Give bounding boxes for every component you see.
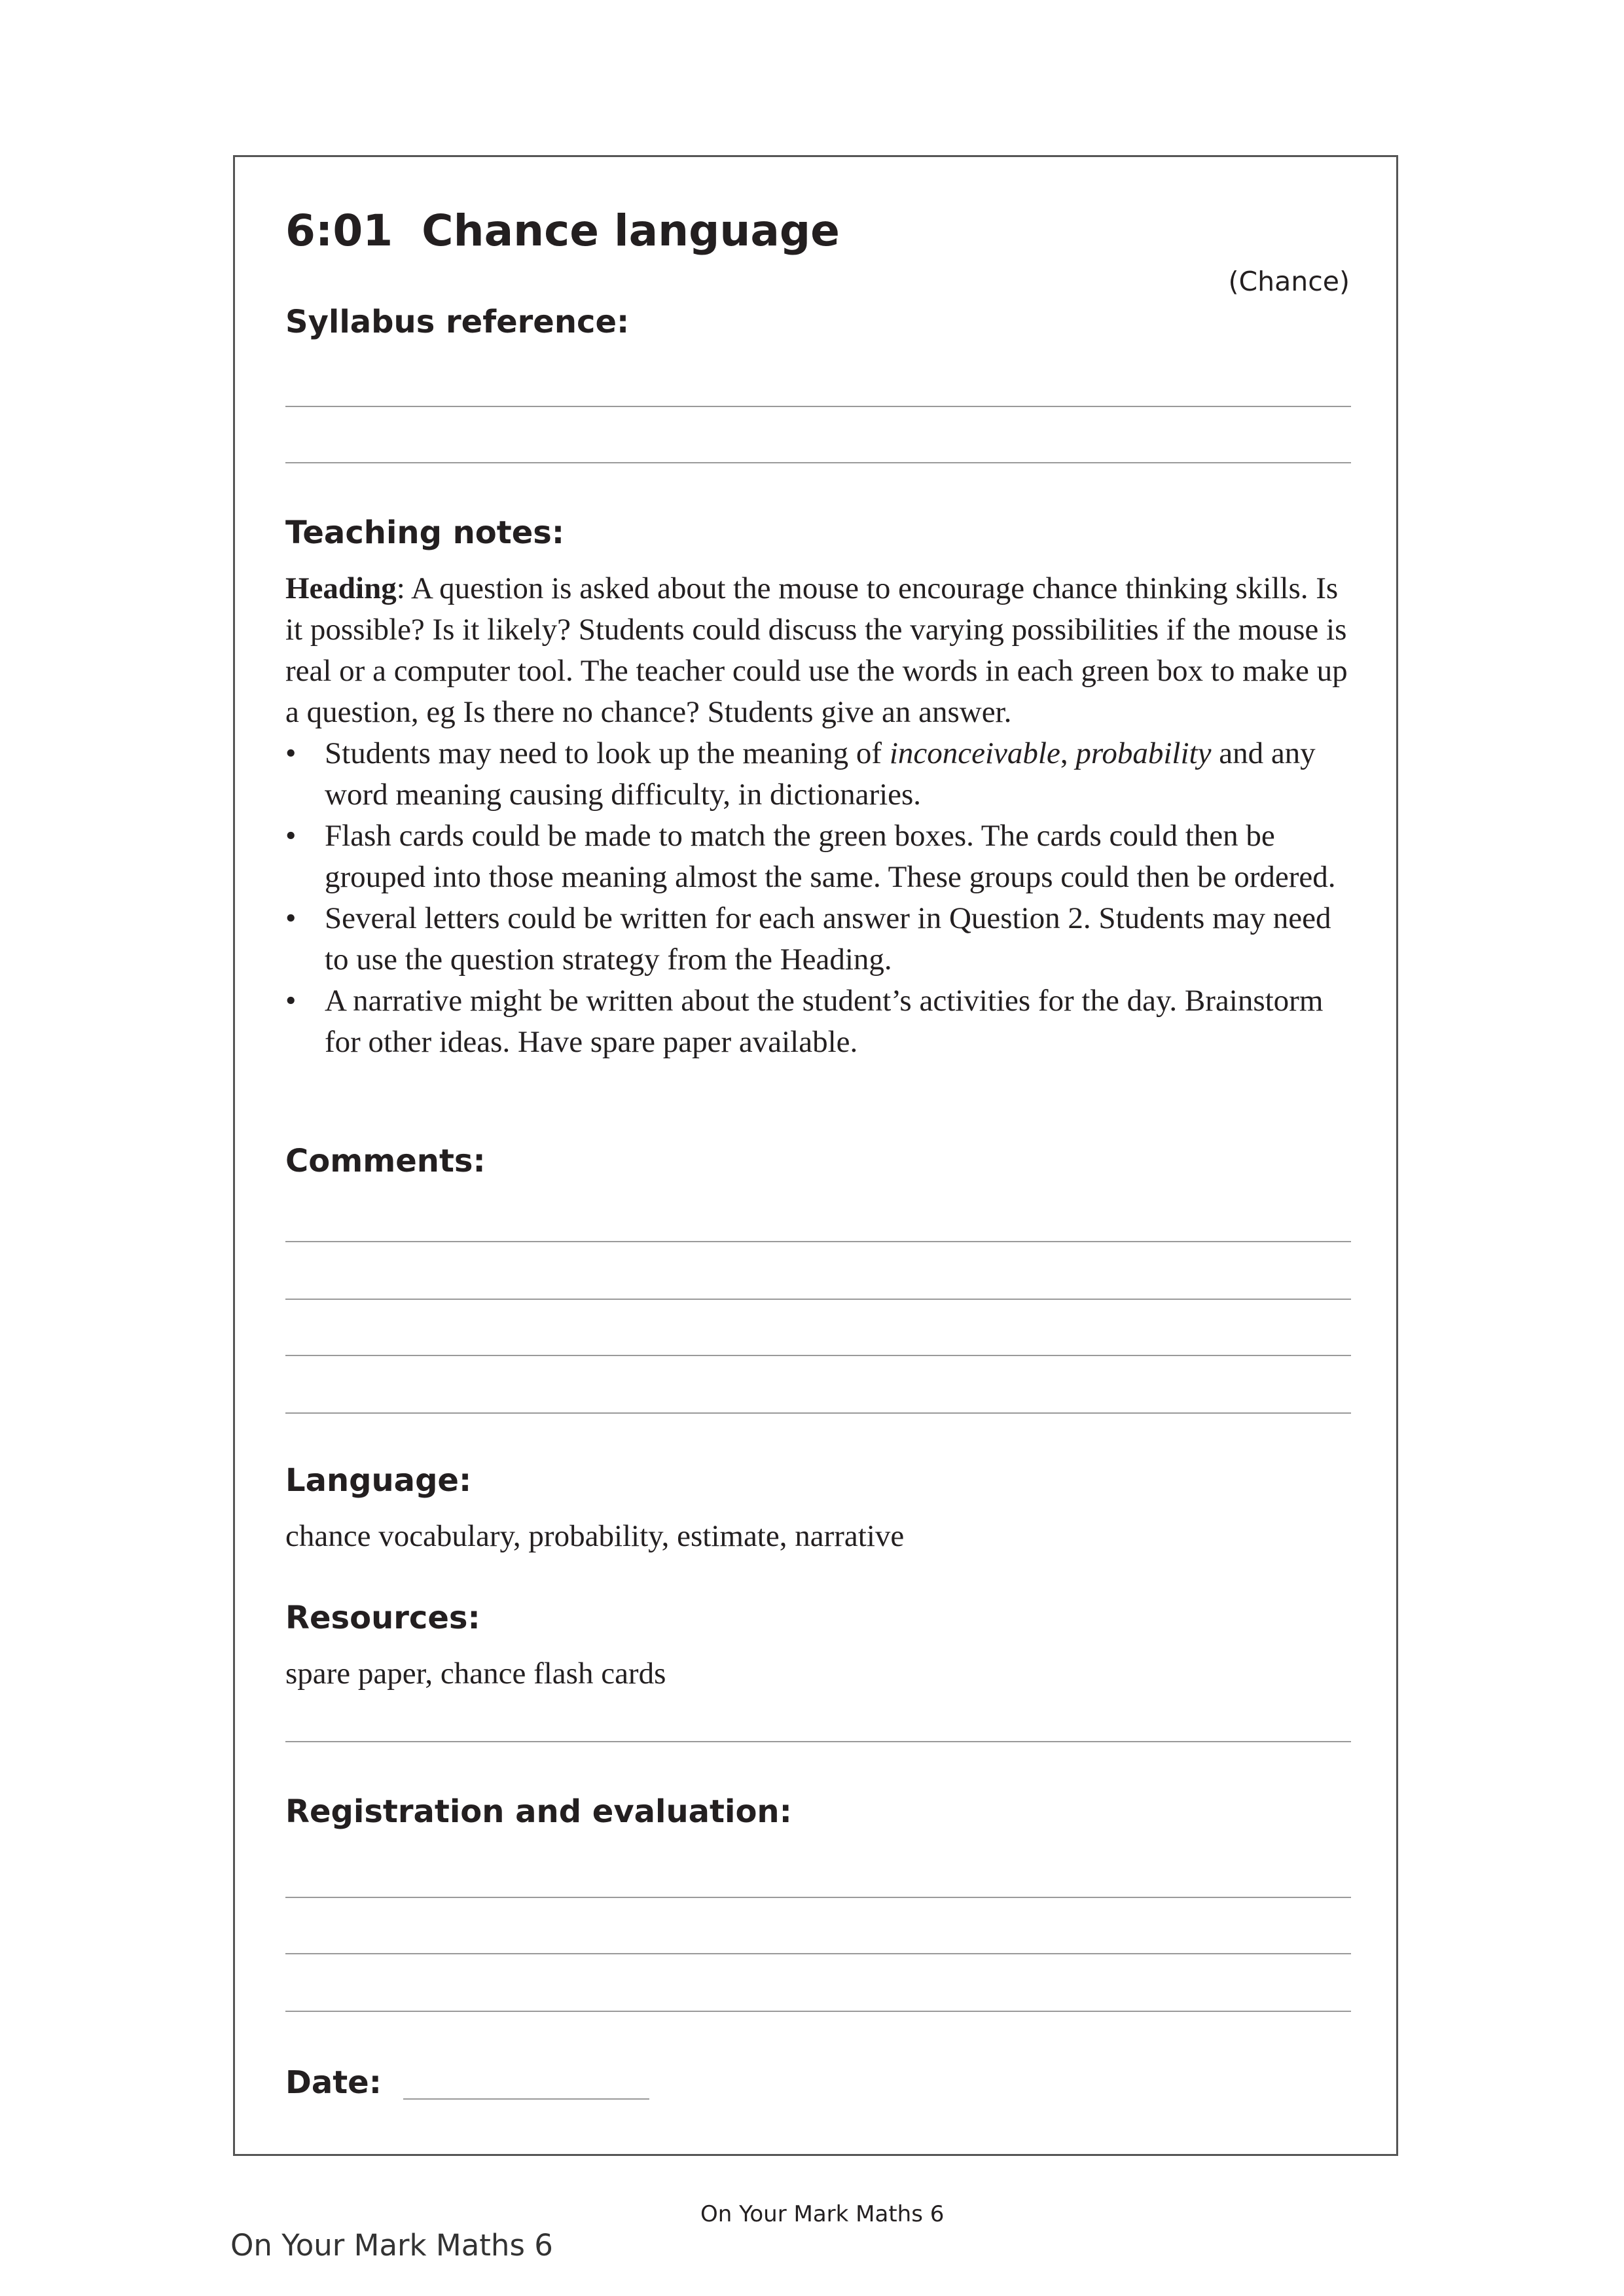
bullet-icon: • (285, 984, 297, 1018)
term-probability: probability (1075, 736, 1212, 770)
bullet1-sep: , (1060, 736, 1076, 770)
teaching-heading-paragraph (285, 568, 1359, 733)
teaching-notes-body (285, 568, 1359, 1063)
teaching-bullets (285, 733, 1359, 1063)
bullet1-text-end: and any word meaning causing difficulty, in dictionaries. (325, 736, 1316, 812)
heading-label: Heading (285, 571, 397, 605)
syllabus-line-1[interactable] (285, 406, 1351, 407)
list-item (285, 898, 1359, 980)
list-item (285, 733, 1359, 816)
registration-line-2[interactable] (285, 1953, 1351, 1954)
footer-left-title: On Your Mark Maths 6 (230, 2228, 553, 2263)
resources-text: spare paper, chance flash cards (285, 1657, 666, 1691)
registration-line-1[interactable] (285, 1897, 1351, 1898)
registration-line-3[interactable] (285, 2011, 1351, 2012)
bullet4-text: A narrative might be written about the student’s activities for the day. Brainstorm for other ideas. Have spare paper available. (325, 984, 1324, 1059)
comments-line-1[interactable] (285, 1241, 1351, 1242)
lesson-number: 6:01 (285, 206, 393, 256)
language-heading: Language: (285, 1462, 472, 1499)
language-text: chance vocabulary, probability, estimate, narrative (285, 1519, 905, 1553)
lesson-title: Chance language (422, 206, 840, 256)
bullet-icon: • (285, 736, 297, 770)
bullet-icon: • (285, 901, 297, 935)
bullet2-text: Flash cards could be made to match the green boxes. The cards could then be grouped into those meaning almost the same. These groups could then be ordered. (325, 819, 1336, 894)
syllabus-line-2[interactable] (285, 462, 1351, 463)
strand-label: (Chance) (1228, 266, 1350, 297)
bullet1-text: Students may need to look up the meaning of (325, 736, 890, 770)
page-title (285, 206, 840, 256)
date-label: Date: (285, 2064, 382, 2101)
resources-line[interactable] (285, 1741, 1351, 1742)
bullet3-text: Several letters could be written for each answer in Question 2. Students may need to use the question strategy from the Heading. (325, 901, 1331, 977)
heading-text: : A question is asked about the mouse to encourage chance thinking skills. Is it possible? Is it likely? Students could discuss the varying possibilities if the mouse is real or a computer tool. The teacher could use the words in each green box to make up a question, eg Is there no chance? Students give an answer. (285, 571, 1348, 729)
list-item (285, 980, 1359, 1063)
resources-heading: Resources: (285, 1600, 480, 1636)
date-field-line[interactable] (403, 2098, 649, 2100)
footer-center-title: On Your Mark Maths 6 (700, 2201, 945, 2227)
list-item (285, 816, 1359, 898)
bullet-icon: • (285, 819, 297, 853)
comments-line-3[interactable] (285, 1355, 1351, 1356)
syllabus-heading: Syllabus reference: (285, 304, 630, 340)
term-inconceivable: inconceivable (889, 736, 1060, 770)
comments-line-4[interactable] (285, 1412, 1351, 1414)
registration-heading: Registration and evaluation: (285, 1793, 792, 1830)
teaching-notes-heading: Teaching notes: (285, 514, 565, 551)
comments-line-2[interactable] (285, 1299, 1351, 1300)
comments-heading: Comments: (285, 1143, 486, 1179)
